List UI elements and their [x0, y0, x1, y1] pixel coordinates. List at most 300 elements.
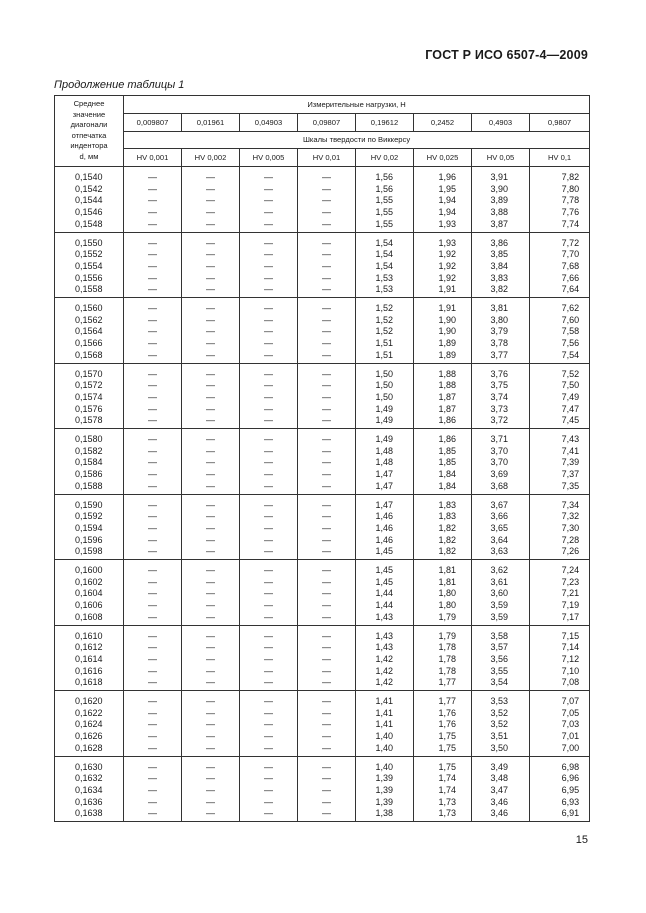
table-cell: 3,56: [490, 653, 508, 664]
dash-cell-mark: [240, 731, 297, 743]
dash-cell-mark: [124, 642, 181, 654]
column-cell: [356, 625, 414, 691]
table-cell: 0,1554: [75, 260, 103, 271]
dash-cell: [298, 363, 356, 429]
dash-cell-mark: [182, 773, 239, 785]
dash-cell: [182, 494, 240, 560]
dash-cell-mark: [298, 415, 355, 427]
dash-cell-mark: [124, 457, 181, 469]
table-cell: 1,44: [375, 588, 393, 599]
dash-cell: [124, 691, 182, 757]
dash-cell-mark: [182, 565, 239, 577]
dash-cell-mark: [124, 369, 181, 381]
table-cell: 0,1616: [75, 665, 103, 676]
table-cell: 0,1614: [75, 653, 103, 664]
dash-cell-mark: [182, 600, 239, 612]
dash-cell-mark: [182, 207, 239, 219]
column-cell: [414, 167, 472, 233]
dash-cell: [182, 232, 240, 298]
table-cell: 1,51: [375, 349, 393, 360]
dash-cell-mark: [240, 481, 297, 493]
dash-cell-mark: [182, 666, 239, 678]
dash-cell-mark: [124, 195, 181, 207]
dash-cell-mark: [240, 195, 297, 207]
table-row-group: [55, 298, 590, 364]
table-cell: 0,1568: [75, 349, 103, 360]
table-cell: 7,78: [561, 195, 580, 206]
table-cell: 3,88: [490, 207, 508, 218]
table-cell: 1,84: [438, 469, 456, 480]
dash-cell-mark: [240, 446, 297, 458]
table-cell: 1,79: [438, 630, 456, 641]
table-cell: 1,45: [375, 565, 393, 575]
dash-cell-mark: [182, 326, 239, 338]
table-cell: 7,66: [561, 272, 580, 283]
table-cell: 3,70: [490, 457, 508, 468]
table-cell: 1,48: [375, 457, 393, 468]
dash-cell-mark: [124, 677, 181, 689]
table-cell: 1,92: [438, 249, 456, 260]
table-cell: 1,94: [438, 195, 456, 206]
table-cell: 1,76: [438, 707, 456, 718]
table-cell: 1,41: [375, 696, 393, 706]
table-cell: 1,82: [438, 522, 456, 533]
dash-cell-mark: [298, 677, 355, 689]
stub-header-line: индентора: [70, 141, 108, 150]
table-cell: 3,82: [490, 284, 508, 295]
dash-cell-mark: [240, 719, 297, 731]
table-row-group: [55, 429, 590, 495]
table-cell: 1,56: [375, 183, 393, 194]
table-cell: 3,87: [490, 218, 508, 229]
dash-cell-mark: [298, 219, 355, 231]
column-cell: [530, 494, 590, 560]
dash-cell-mark: [182, 642, 239, 654]
dash-cell-mark: [182, 808, 239, 820]
dash-cell-mark: [124, 708, 181, 720]
dash-cell-mark: [240, 249, 297, 261]
table-cell: 7,37: [561, 469, 580, 480]
dash-cell: [182, 363, 240, 429]
load-value: 0,09807: [298, 114, 356, 132]
table-cell: 3,48: [490, 773, 508, 784]
table-cell: 0,1590: [75, 499, 103, 510]
table-cell: 3,60: [490, 588, 508, 599]
table-cell: 1,75: [438, 761, 456, 772]
dash-cell: [182, 560, 240, 626]
table-cell: 0,1544: [75, 195, 103, 206]
dash-cell-mark: [124, 762, 181, 774]
column-cell: [530, 756, 590, 822]
table-cell: 0,1542: [75, 183, 103, 194]
scales-header: Шкалы твердости по Виккерсу: [124, 132, 590, 149]
table-cell: 0,1630: [75, 761, 103, 772]
table-cell: 3,76: [490, 368, 508, 379]
column-cell: [55, 691, 124, 757]
column-cell: [530, 298, 590, 364]
stub-header-line: d, мм: [79, 151, 99, 161]
dash-cell-mark: [182, 457, 239, 469]
column-cell: [55, 167, 124, 233]
table-cell: 3,81: [490, 303, 508, 313]
dash-cell: [182, 167, 240, 233]
dash-cell: [298, 232, 356, 298]
dash-cell-mark: [298, 773, 355, 785]
document-header-title: ГОСТ Р ИСО 6507-4—2009: [425, 48, 588, 62]
dash-cell-mark: [298, 326, 355, 338]
table-cell: 1,80: [438, 588, 456, 599]
dash-cell-mark: [298, 546, 355, 558]
scale-label: HV 0,002: [182, 149, 240, 167]
dash-cell-mark: [124, 773, 181, 785]
dash-cell-mark: [182, 249, 239, 261]
table-cell: 7,80: [561, 183, 580, 194]
dash-cell-mark: [298, 785, 355, 797]
table-cell: 3,46: [490, 796, 508, 807]
dash-cell-mark: [124, 184, 181, 196]
table-cell: 7,17: [561, 611, 580, 622]
table-row-group: [55, 167, 590, 233]
table-cell: 7,43: [561, 434, 580, 444]
table-cell: 0,1622: [75, 707, 103, 718]
column-cell: [55, 494, 124, 560]
table-cell: 1,78: [438, 665, 456, 676]
table-cell: 1,49: [375, 403, 393, 414]
table-cell: 0,1580: [75, 434, 103, 444]
table-cell: 6,96: [561, 773, 580, 784]
table-cell: 0,1560: [75, 303, 103, 313]
dash-cell: [124, 429, 182, 495]
column-cell: [55, 756, 124, 822]
dash-cell: [240, 167, 298, 233]
table-cell: 7,62: [561, 303, 580, 313]
dash-cell-mark: [240, 369, 297, 381]
column-cell: [414, 232, 472, 298]
table-cell: 7,01: [561, 731, 580, 742]
stub-header-line: Среднее: [73, 99, 105, 108]
table-cell: 7,00: [561, 742, 580, 753]
dash-cell-mark: [182, 184, 239, 196]
dash-cell-mark: [240, 238, 297, 250]
table-cell: 3,85: [490, 249, 508, 260]
dash-cell: [182, 691, 240, 757]
table-cell: 3,80: [490, 314, 508, 325]
dash-cell-mark: [240, 350, 297, 362]
table-cell: 3,79: [490, 326, 508, 337]
dash-cell-mark: [240, 434, 297, 446]
table-cell: 1,38: [375, 808, 393, 819]
column-cell: [472, 625, 530, 691]
table-cell: 1,91: [438, 284, 456, 295]
dash-cell-mark: [182, 446, 239, 458]
table-cell: 1,52: [375, 326, 393, 337]
page-number: 15: [575, 834, 588, 846]
dash-cell-mark: [298, 762, 355, 774]
dash-cell-mark: [298, 261, 355, 273]
table-cell: 7,50: [561, 380, 580, 391]
table-cell: 7,03: [561, 719, 580, 730]
table-row-group: [55, 232, 590, 298]
dash-cell-mark: [124, 666, 181, 678]
load-value: 0,009807: [124, 114, 182, 132]
dash-cell-mark: [240, 677, 297, 689]
dash-cell: [298, 625, 356, 691]
table-cell: 0,1634: [75, 784, 103, 795]
table-cell: 1,73: [438, 796, 456, 807]
dash-cell-mark: [240, 338, 297, 350]
table-cell: 0,1550: [75, 237, 103, 248]
dash-cell-mark: [182, 434, 239, 446]
dash-cell-mark: [298, 434, 355, 446]
table-cell: 1,43: [375, 642, 393, 653]
column-cell: [530, 363, 590, 429]
dash-cell-mark: [240, 785, 297, 797]
table-row-group: [55, 363, 590, 429]
dash-cell-mark: [298, 708, 355, 720]
dash-cell-mark: [124, 546, 181, 558]
dash-cell-mark: [298, 565, 355, 577]
dash-cell-mark: [182, 380, 239, 392]
column-cell: [356, 167, 414, 233]
dash-cell-mark: [182, 546, 239, 558]
dash-cell-mark: [182, 731, 239, 743]
load-value: 0,9807: [530, 114, 590, 132]
stub-header-line: диагонали: [70, 120, 108, 129]
table-cell: 7,56: [561, 338, 580, 349]
table-cell: 7,58: [561, 326, 580, 337]
table-cell: 3,90: [490, 183, 508, 194]
table-cell: 1,83: [438, 499, 456, 510]
table-cell: 0,1632: [75, 773, 103, 784]
dash-cell-mark: [298, 731, 355, 743]
table-cell: 0,1594: [75, 522, 103, 533]
dash-cell-mark: [240, 284, 297, 296]
table-cell: 3,58: [490, 630, 508, 641]
table-row-group: [55, 625, 590, 691]
dash-cell: [124, 167, 182, 233]
dash-cell-mark: [240, 546, 297, 558]
dash-cell-mark: [298, 315, 355, 327]
dash-cell-mark: [298, 172, 355, 184]
dash-cell: [182, 429, 240, 495]
column-cell: [472, 494, 530, 560]
table-cell: 7,14: [561, 642, 580, 653]
table-cell: 1,40: [375, 742, 393, 753]
load-value: 0,19612: [356, 114, 414, 132]
table-cell: 1,47: [375, 480, 393, 491]
table-cell: 1,86: [438, 415, 456, 426]
dash-cell-mark: [182, 195, 239, 207]
table-cell: 3,84: [490, 260, 508, 271]
dash-cell-mark: [182, 404, 239, 416]
dash-cell: [182, 625, 240, 691]
dash-cell-mark: [124, 404, 181, 416]
dash-cell-mark: [182, 338, 239, 350]
dash-cell-mark: [298, 446, 355, 458]
dash-cell-mark: [182, 219, 239, 231]
dash-cell-mark: [298, 696, 355, 708]
dash-cell-mark: [298, 195, 355, 207]
dash-cell: [298, 494, 356, 560]
table-cell: 1,88: [438, 368, 456, 379]
table-cell: 1,85: [438, 457, 456, 468]
dash-cell-mark: [182, 719, 239, 731]
dash-cell: [240, 298, 298, 364]
table-cell: 1,93: [438, 237, 456, 248]
dash-cell-mark: [240, 642, 297, 654]
table-cell: 0,1588: [75, 480, 103, 491]
dash-cell-mark: [124, 523, 181, 535]
table-cell: 1,50: [375, 368, 393, 379]
column-cell: [472, 363, 530, 429]
dash-cell-mark: [124, 219, 181, 231]
dash-cell-mark: [124, 631, 181, 643]
dash-cell-mark: [240, 631, 297, 643]
dash-cell-mark: [298, 808, 355, 820]
table-cell: 0,1576: [75, 403, 103, 414]
table-cell: 7,64: [561, 284, 580, 295]
table-cell: 3,89: [490, 195, 508, 206]
dash-cell: [298, 756, 356, 822]
table-cell: 3,86: [490, 237, 508, 248]
column-cell: [414, 363, 472, 429]
dash-cell-mark: [182, 273, 239, 285]
table-cell: 1,79: [438, 611, 456, 622]
table-cell: 1,84: [438, 480, 456, 491]
table-cell: 1,89: [438, 338, 456, 349]
table-cell: 3,54: [490, 677, 508, 688]
table-cell: 1,78: [438, 642, 456, 653]
table-cell: 7,70: [561, 249, 580, 260]
dash-cell-mark: [182, 303, 239, 315]
dash-cell-mark: [240, 600, 297, 612]
table-cell: 0,1552: [75, 249, 103, 260]
column-cell: [55, 625, 124, 691]
load-value: 0,01961: [182, 114, 240, 132]
table-cell: 3,70: [490, 445, 508, 456]
table-cell: 1,54: [375, 249, 393, 260]
dash-cell-mark: [298, 654, 355, 666]
dash-cell: [124, 756, 182, 822]
scale-label: HV 0,05: [472, 149, 530, 167]
dash-cell-mark: [124, 577, 181, 589]
table-cell: 3,74: [490, 391, 508, 402]
table-cell: 0,1620: [75, 696, 103, 706]
table-cell: 1,49: [375, 434, 393, 444]
dash-cell: [124, 494, 182, 560]
table-cell: 3,62: [490, 565, 508, 575]
table-cell: 3,52: [490, 707, 508, 718]
table-cell: 1,83: [438, 511, 456, 522]
table-cell: 3,61: [490, 576, 508, 587]
table-cell: 1,55: [375, 218, 393, 229]
table-cell: 3,46: [490, 808, 508, 819]
table-caption: Продолжение таблицы 1: [54, 79, 185, 91]
dash-cell-mark: [182, 392, 239, 404]
table-cell: 1,46: [375, 522, 393, 533]
dash-cell: [182, 756, 240, 822]
dash-cell-mark: [124, 434, 181, 446]
dash-cell: [298, 560, 356, 626]
column-cell: [356, 560, 414, 626]
table-cell: 1,42: [375, 677, 393, 688]
dash-cell-mark: [298, 284, 355, 296]
table-cell: 0,1612: [75, 642, 103, 653]
table-cell: 1,87: [438, 403, 456, 414]
column-cell: [530, 429, 590, 495]
table-cell: 1,51: [375, 338, 393, 349]
dash-cell-mark: [298, 350, 355, 362]
table-cell: 3,59: [490, 611, 508, 622]
column-cell: [55, 232, 124, 298]
dash-cell-mark: [182, 315, 239, 327]
dash-cell: [240, 494, 298, 560]
table-cell: 1,86: [438, 434, 456, 444]
table-cell: 1,49: [375, 415, 393, 426]
table-cell: 3,57: [490, 642, 508, 653]
dash-cell-mark: [182, 588, 239, 600]
dash-cell-mark: [240, 708, 297, 720]
table-cell: 0,1570: [75, 368, 103, 379]
table-cell: 1,40: [375, 761, 393, 772]
dash-cell-mark: [240, 654, 297, 666]
column-cell: [472, 691, 530, 757]
dash-cell-mark: [240, 469, 297, 481]
dash-cell-mark: [124, 808, 181, 820]
table-cell: 0,1628: [75, 742, 103, 753]
dash-cell-mark: [298, 392, 355, 404]
table-cell: 1,75: [438, 731, 456, 742]
table-cell: 7,19: [561, 600, 580, 611]
table-cell: 0,1604: [75, 588, 103, 599]
dash-cell: [124, 298, 182, 364]
dash-cell: [298, 298, 356, 364]
dash-cell-mark: [124, 446, 181, 458]
table-cell: 1,95: [438, 183, 456, 194]
stub-header: [55, 96, 124, 167]
table-cell: 7,10: [561, 665, 580, 676]
table-cell: 3,78: [490, 338, 508, 349]
table-cell: 7,41: [561, 445, 580, 456]
table-cell: 3,51: [490, 731, 508, 742]
dash-cell-mark: [240, 184, 297, 196]
dash-cell-mark: [240, 457, 297, 469]
table-cell: 3,63: [490, 546, 508, 557]
table-cell: 7,28: [561, 534, 580, 545]
dash-cell-mark: [124, 535, 181, 547]
column-cell: [530, 560, 590, 626]
table-cell: 0,1586: [75, 469, 103, 480]
table-cell: 1,88: [438, 380, 456, 391]
table-cell: 1,50: [375, 380, 393, 391]
table-cell: 0,1582: [75, 445, 103, 456]
dash-cell-mark: [182, 577, 239, 589]
dash-cell-mark: [182, 238, 239, 250]
dash-cell-mark: [298, 612, 355, 624]
dash-cell-mark: [298, 600, 355, 612]
dash-cell-mark: [182, 500, 239, 512]
table-cell: 1,94: [438, 207, 456, 218]
table-cell: 3,53: [490, 696, 508, 706]
table-cell: 7,23: [561, 576, 580, 587]
dash-cell-mark: [124, 249, 181, 261]
table-cell: 3,91: [490, 172, 508, 182]
stub-header-line: отпечатка: [71, 130, 107, 140]
dash-cell: [240, 363, 298, 429]
dash-cell-mark: [124, 303, 181, 315]
dash-cell-mark: [298, 631, 355, 643]
dash-cell-mark: [240, 523, 297, 535]
